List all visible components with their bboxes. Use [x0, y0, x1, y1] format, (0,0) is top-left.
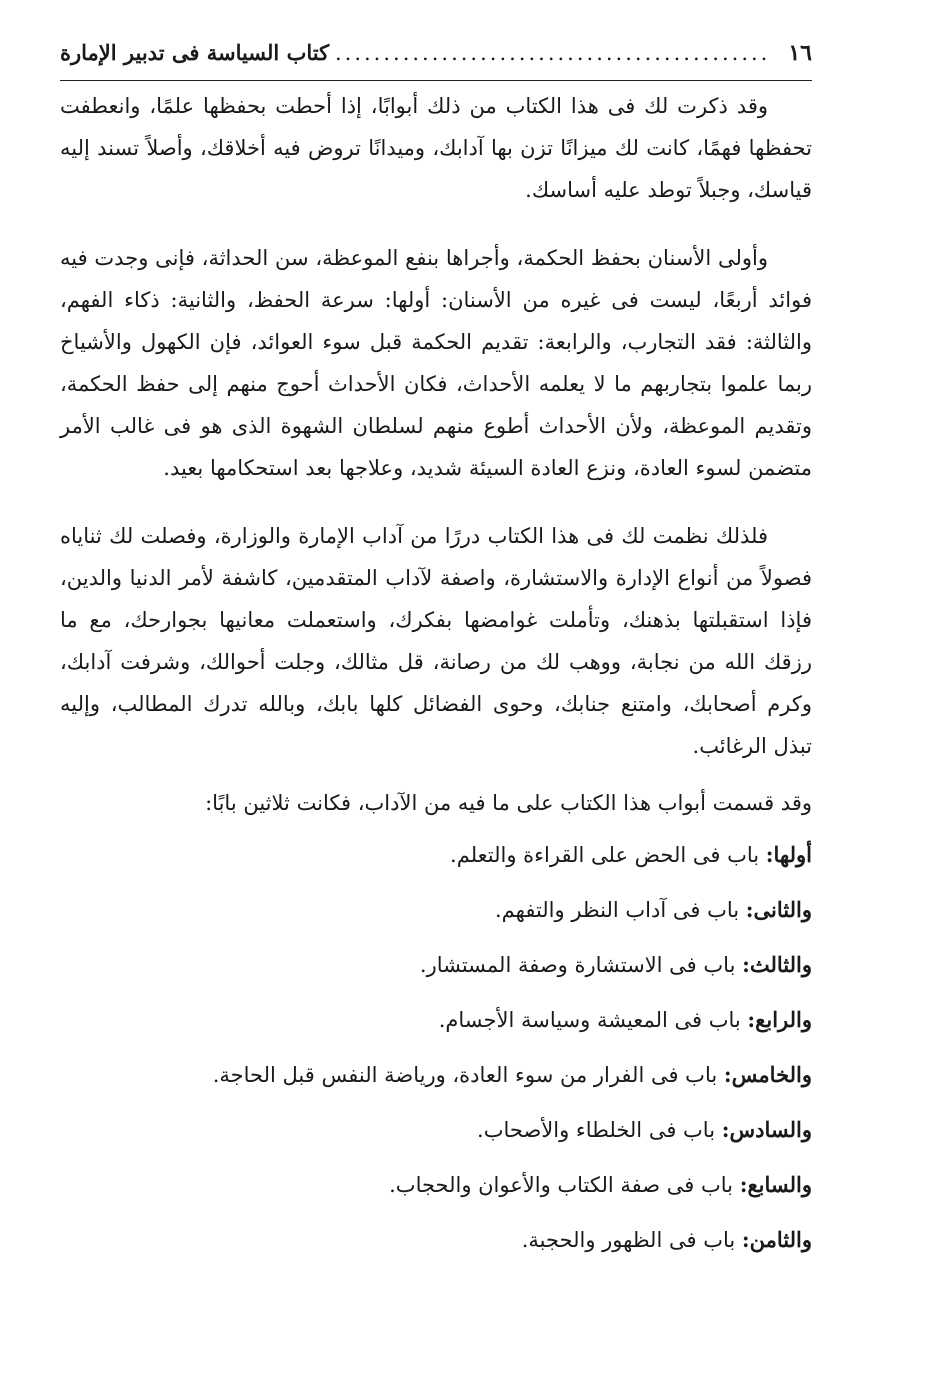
book-page [60, 40, 812, 1273]
chapter-title: باب فى الحض على القراءة والتعلم. [450, 843, 760, 867]
chapter-ordinal: أولها: [765, 842, 812, 867]
chapters-list [60, 781, 812, 1262]
chapter-title: باب فى الخلطاء والأصحاب. [477, 1118, 716, 1142]
chapters-intro: وقد قسمت أبواب هذا الكتاب على ما فيه من الآداب، فكانت ثلاثين بابًا: [205, 791, 812, 815]
chapter-title: باب فى المعيشة وسياسة الأجسام. [438, 1008, 741, 1032]
chapter-item [60, 888, 812, 932]
paragraph-1: وقد ذكرت لك فى هذا الكتاب من ذلك أبوابًا، إذا أحطت بحفظها علمًا، وانعطفت تحفظها فهمًا، كانت لك ميزانًا تزن بها آدابك، وميدانًا تروض فيه أخلاقك، وأصلاً تسند إليه قياسك، وجبلاً توطد عليه أساسك. [60, 94, 813, 202]
page-number: ١٦ [788, 40, 812, 66]
chapter-title: باب فى آداب النظر والتفهم. [494, 898, 740, 922]
chapter-title: باب فى الاستشارة وصفة المستشار. [419, 953, 736, 977]
chapter-item [60, 833, 812, 877]
chapter-title: باب فى الفرار من سوء العادة، ورياضة النفس قبل الحاجة. [212, 1063, 718, 1087]
paragraph-3: فلذلك نظمت لك فى هذا الكتاب دررًا من آداب الإمارة والوزارة، وفصلت لك ثناياه فصولاً من أنواع الإدارة والاستشارة، واصفة لآداب المتقدمين، كاشفة لأمر الدنيا والدين، فإذا استقبلتها بذهنك، وتأملت غوامضها بفكرك، واستعملت معانيها بجوارحك، مع ما رزقك الله من نجابة، ووهب لك من رصانة، قل مثالك، وجلت أحوالك، وشرفت آدابك، وكرم أصحابك، وامتنع جنابك، وحوى الفضائل كلها بابك، وبالله تدرك المطالب، وإليه تبذل الرغائب. [60, 524, 812, 758]
book-title: كتاب السياسة فى تدبير الإمارة [60, 40, 330, 65]
chapter-item [60, 1218, 812, 1262]
paragraph-2: وأولى الأسنان بحفظ الحكمة، وأجراها بنفع الموعظة، سن الحداثة، فإنى وجدت فيه فوائد أربعًا، ليست فى غيره من الأسنان: أولها: سرعة الحفظ، والثانية: ذكاء الفهم، والثالثة: فقد التجارب، والرابعة: تقديم الحكمة قبل سوء العوائد، فإن الكهول والأشياخ ربما علموا بتجاربهم ما لا يعلمه الأحداث، فكان الأحداث أحوج منهم إلى حفظ الحكمة، وتقديم الموعظة، ولأن الأحداث أطوع منهم لسلطان الشهوة الذى هو فى غالب الأمر متضمن لسوء العادة، ونزع العادة السيئة شديد، وعلاجها بعد استحكامها بعيد. [60, 246, 812, 480]
chapter-item [60, 943, 812, 987]
chapter-item [60, 1053, 812, 1097]
chapter-ordinal: والثانى: [745, 897, 812, 922]
chapter-title: باب فى صفة الكتاب والأعوان والحجاب. [389, 1173, 734, 1197]
chapter-item [60, 998, 812, 1042]
leader-dots [335, 41, 770, 65]
chapter-item [60, 1163, 812, 1207]
chapter-ordinal: والثامن: [741, 1227, 812, 1252]
chapter-title: باب فى الظهور والحجبة. [521, 1228, 736, 1252]
chapter-ordinal: والسادس: [721, 1117, 812, 1142]
chapter-ordinal: والخامس: [723, 1062, 812, 1087]
chapter-item [60, 1108, 812, 1152]
chapter-ordinal: والسابع: [739, 1172, 812, 1197]
chapter-ordinal: والرابع: [747, 1007, 812, 1032]
chapter-ordinal: والثالث: [742, 952, 812, 977]
running-header [60, 40, 812, 81]
